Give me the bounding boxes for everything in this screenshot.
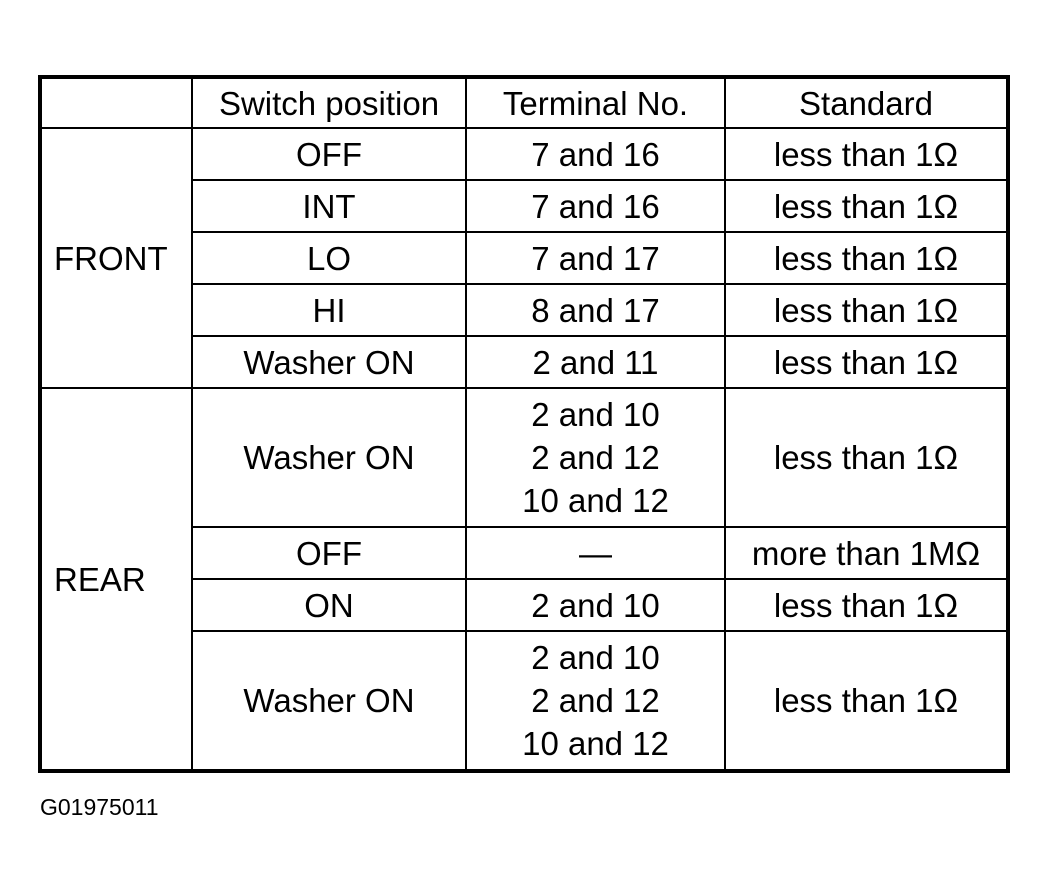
terminal-cell: 2 and 10 (466, 579, 725, 631)
header-blank-cell (40, 77, 192, 128)
terminal-pair: 2 and 12 (531, 439, 660, 476)
terminal-cell (466, 388, 725, 527)
terminal-pair: 10 and 12 (522, 725, 669, 762)
terminal-cell: 7 and 17 (466, 232, 725, 284)
switch-position-cell: ON (192, 579, 466, 631)
switch-position-cell: INT (192, 180, 466, 232)
switch-position-cell: Washer ON (192, 388, 466, 527)
standard-cell: less than 1Ω (725, 180, 1008, 232)
terminal-cell (466, 631, 725, 771)
figure-id: G01975011 (40, 794, 159, 820)
switch-position-cell: OFF (192, 128, 466, 180)
terminal-cell: 7 and 16 (466, 128, 725, 180)
group-label-rear: REAR (40, 388, 192, 771)
switch-position-cell: OFF (192, 527, 466, 579)
standard-cell: less than 1Ω (725, 388, 1008, 527)
terminal-pair: 2 and 10 (531, 396, 660, 433)
standard-cell: less than 1Ω (725, 284, 1008, 336)
header-switch-position: Switch position (192, 77, 466, 128)
terminal-pair: 2 and 12 (531, 682, 660, 719)
header-row (40, 77, 1008, 128)
standard-cell: less than 1Ω (725, 128, 1008, 180)
standard-cell: less than 1Ω (725, 232, 1008, 284)
switch-position-cell: Washer ON (192, 336, 466, 388)
terminal-pair: 10 and 12 (522, 482, 669, 519)
table-row (40, 388, 1008, 527)
terminal-pair: 2 and 10 (531, 639, 660, 676)
terminal-cell: 8 and 17 (466, 284, 725, 336)
table-row (40, 128, 1008, 180)
switch-position-cell: LO (192, 232, 466, 284)
standard-cell: more than 1MΩ (725, 527, 1008, 579)
header-terminal-no: Terminal No. (466, 77, 725, 128)
group-label-front: FRONT (40, 128, 192, 388)
terminal-cell: 2 and 11 (466, 336, 725, 388)
switch-position-cell: Washer ON (192, 631, 466, 771)
terminal-cell: — (466, 527, 725, 579)
standard-cell: less than 1Ω (725, 336, 1008, 388)
switch-continuity-table (38, 75, 1010, 773)
header-standard: Standard (725, 77, 1008, 128)
standard-cell: less than 1Ω (725, 579, 1008, 631)
standard-cell: less than 1Ω (725, 631, 1008, 771)
terminal-cell: 7 and 16 (466, 180, 725, 232)
switch-position-cell: HI (192, 284, 466, 336)
